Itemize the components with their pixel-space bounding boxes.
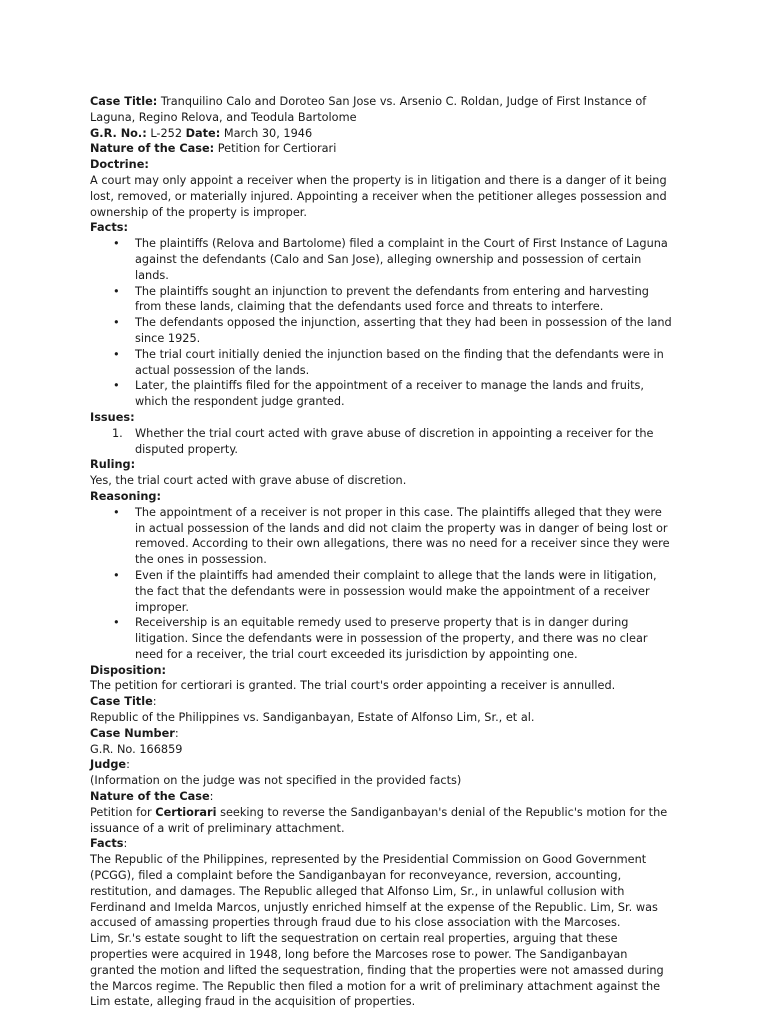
case2-title-heading <box>90 694 675 710</box>
case2-facts-paragraph-2: Lim, Sr.'s estate sought to lift the sequestration on certain real properties, arguing that these properties were acquired in 1948, long before the Marcoses rose to power. The Sandiganbayan granted the motion and lifted the sequestration, finding that the properties were not amassed during the Marcos regime. The Republic then filed a motion for a writ of preliminary attachment against the Lim estate, alleging fraud in the acquisition of properties. <box>90 932 664 1009</box>
ruling-heading: Ruling: <box>90 458 136 472</box>
list-item <box>90 568 675 615</box>
list-item-text: Whether the trial court acted with grave abuse of discretion in appointing a receiver for the disputed property. <box>135 426 654 456</box>
case-title-line <box>90 94 675 126</box>
reasoning-heading: Reasoning: <box>90 489 162 503</box>
list-item-text: The plaintiffs (Relova and Bartolome) filed a complaint in the Court of First Instance of Laguna against the defendants (Calo and San Jose), alleging ownership and possession of certain lands. <box>135 237 668 282</box>
case2-facts-label: Facts <box>90 837 124 851</box>
colon: : <box>126 758 130 772</box>
date-value: March 30, 1946 <box>220 126 313 140</box>
document-body <box>90 94 675 1010</box>
colon: : <box>152 695 157 709</box>
case2-facts-heading <box>90 836 675 852</box>
facts-list <box>90 236 675 410</box>
date-label: Date: <box>185 126 221 140</box>
facts-heading: Facts: <box>90 221 129 235</box>
gr-date-line <box>90 126 675 142</box>
list-item <box>90 426 675 458</box>
case2-number-heading <box>90 726 675 742</box>
bullet-marker: • <box>113 316 120 330</box>
list-item <box>90 347 675 379</box>
ruling-text: Yes, the trial court acted with grave abuse of discretion. <box>90 474 407 488</box>
list-item-text: Even if the plaintiffs had amended their complaint to allege that the lands were in litigation, the fact that the defendants were in possession would make the appointment of a receiver improper. <box>135 568 657 614</box>
gr-label: G.R. No.: <box>90 126 147 140</box>
issues-list <box>90 426 675 458</box>
nature-bold: Certiorari <box>155 805 217 819</box>
colon: : <box>174 726 179 740</box>
issues-heading: Issues: <box>90 410 135 424</box>
case2-judge-label: Judge <box>90 758 127 772</box>
disposition-text: The petition for certiorari is granted. The trial court's order appointing a receiver is annulled. <box>90 679 616 693</box>
case2-facts-paragraph-1: The Republic of the Philippines, represented by the Presidential Commission on Good Government (PCGG), filed a complaint before the Sandiganbayan for reconveyance, reversion, accounting, restitution, and damages. The Republic alleged that Alfonso Lim, Sr., in unlawful collusion with Ferdinand and Imelda Marcos, unjustly enriched himself at the expense of the Republic. Lim, Sr. was accused of amassing properties through fraud due to his close association with the Marcoses. <box>90 853 658 930</box>
case2-title-label: Case Title <box>90 695 153 709</box>
nature-value: Petition for Certiorari <box>214 142 337 156</box>
bullet-marker: • <box>113 505 120 519</box>
list-item-text: The appointment of a receiver is not proper in this case. The plaintiffs alleged that they were in actual possession of the lands and did not claim the property was in danger of being lost or removed. According to their own allegations, there was no need for a receiver since they were the ones in possession. <box>135 505 670 567</box>
case2-number-label: Case Number <box>90 726 175 740</box>
doctrine-text: A court may only appoint a receiver when the property is in litigation and there is a danger of it being lost, removed, or materially injured. Appointing a receiver when the petitioner alleges possession and ownership of the property is improper. <box>90 173 667 219</box>
nature-pre: Petition for <box>90 805 156 819</box>
list-item <box>90 236 675 283</box>
case2-nature-value <box>90 805 675 837</box>
list-item-text: The defendants opposed the injunction, asserting that they had been in possession of the land since 1925. <box>135 316 672 345</box>
number-marker: 1. <box>112 426 123 440</box>
list-item <box>90 315 675 347</box>
list-item-text: Later, the plaintiffs filed for the appointment of a receiver to manage the lands and fruits, which the respondent judge granted. <box>135 379 645 409</box>
list-item <box>90 378 675 410</box>
list-item <box>90 615 675 662</box>
gr-value: L-252 <box>146 126 186 140</box>
colon: : <box>123 837 128 851</box>
bullet-marker: • <box>113 284 120 298</box>
case2-number-value: G.R. No. 166859 <box>90 742 183 756</box>
nature-label: Nature of the Case: <box>90 142 215 156</box>
nature-line <box>90 141 675 157</box>
disposition-heading: Disposition: <box>90 663 167 677</box>
doctrine-heading: Doctrine: <box>90 158 149 172</box>
list-item-text: The trial court initially denied the injunction based on the finding that the defendants were in actual possession of the lands. <box>135 347 664 377</box>
bullet-marker: • <box>113 379 120 393</box>
case2-title-value: Republic of the Philippines vs. Sandiganbayan, Estate of Alfonso Lim, Sr., et al. <box>90 711 535 725</box>
case-title-label: Case Title: <box>90 95 158 108</box>
case2-nature-heading <box>90 789 675 805</box>
case-title-value: Tranquilino Calo and Doroteo San Jose vs. Arsenio C. Roldan, Judge of First Instance of Laguna, Regino Relova, and Teodula Bartolome <box>90 95 647 124</box>
reasoning-list <box>90 505 675 663</box>
bullet-marker: • <box>113 568 120 582</box>
case2-judge-value: (Information on the judge was not specified in the provided facts) <box>90 774 462 788</box>
bullet-marker: • <box>113 347 120 361</box>
list-item-text: Receivership is an equitable remedy used to preserve property that is in danger during litigation. Since the defendants were in possession of the property, and there was no clear need for a receiver, the trial court exceeded its jurisdiction by appointing one. <box>135 616 648 661</box>
nature-post: seeking to reverse the Sandiganbayan's denial of the Republic's motion for the issuance of a writ of preliminary attachment. <box>90 805 668 835</box>
case2-nature-label: Nature of the Case <box>90 790 210 804</box>
colon: : <box>209 790 214 804</box>
list-item <box>90 505 675 568</box>
list-item <box>90 284 675 316</box>
bullet-marker: • <box>113 237 120 251</box>
bullet-marker: • <box>113 616 120 630</box>
case2-judge-heading <box>90 757 675 773</box>
list-item-text: The plaintiffs sought an injunction to prevent the defendants from entering and harvesting from these lands, claiming that the defendants used force and threats to interfere. <box>135 284 649 314</box>
